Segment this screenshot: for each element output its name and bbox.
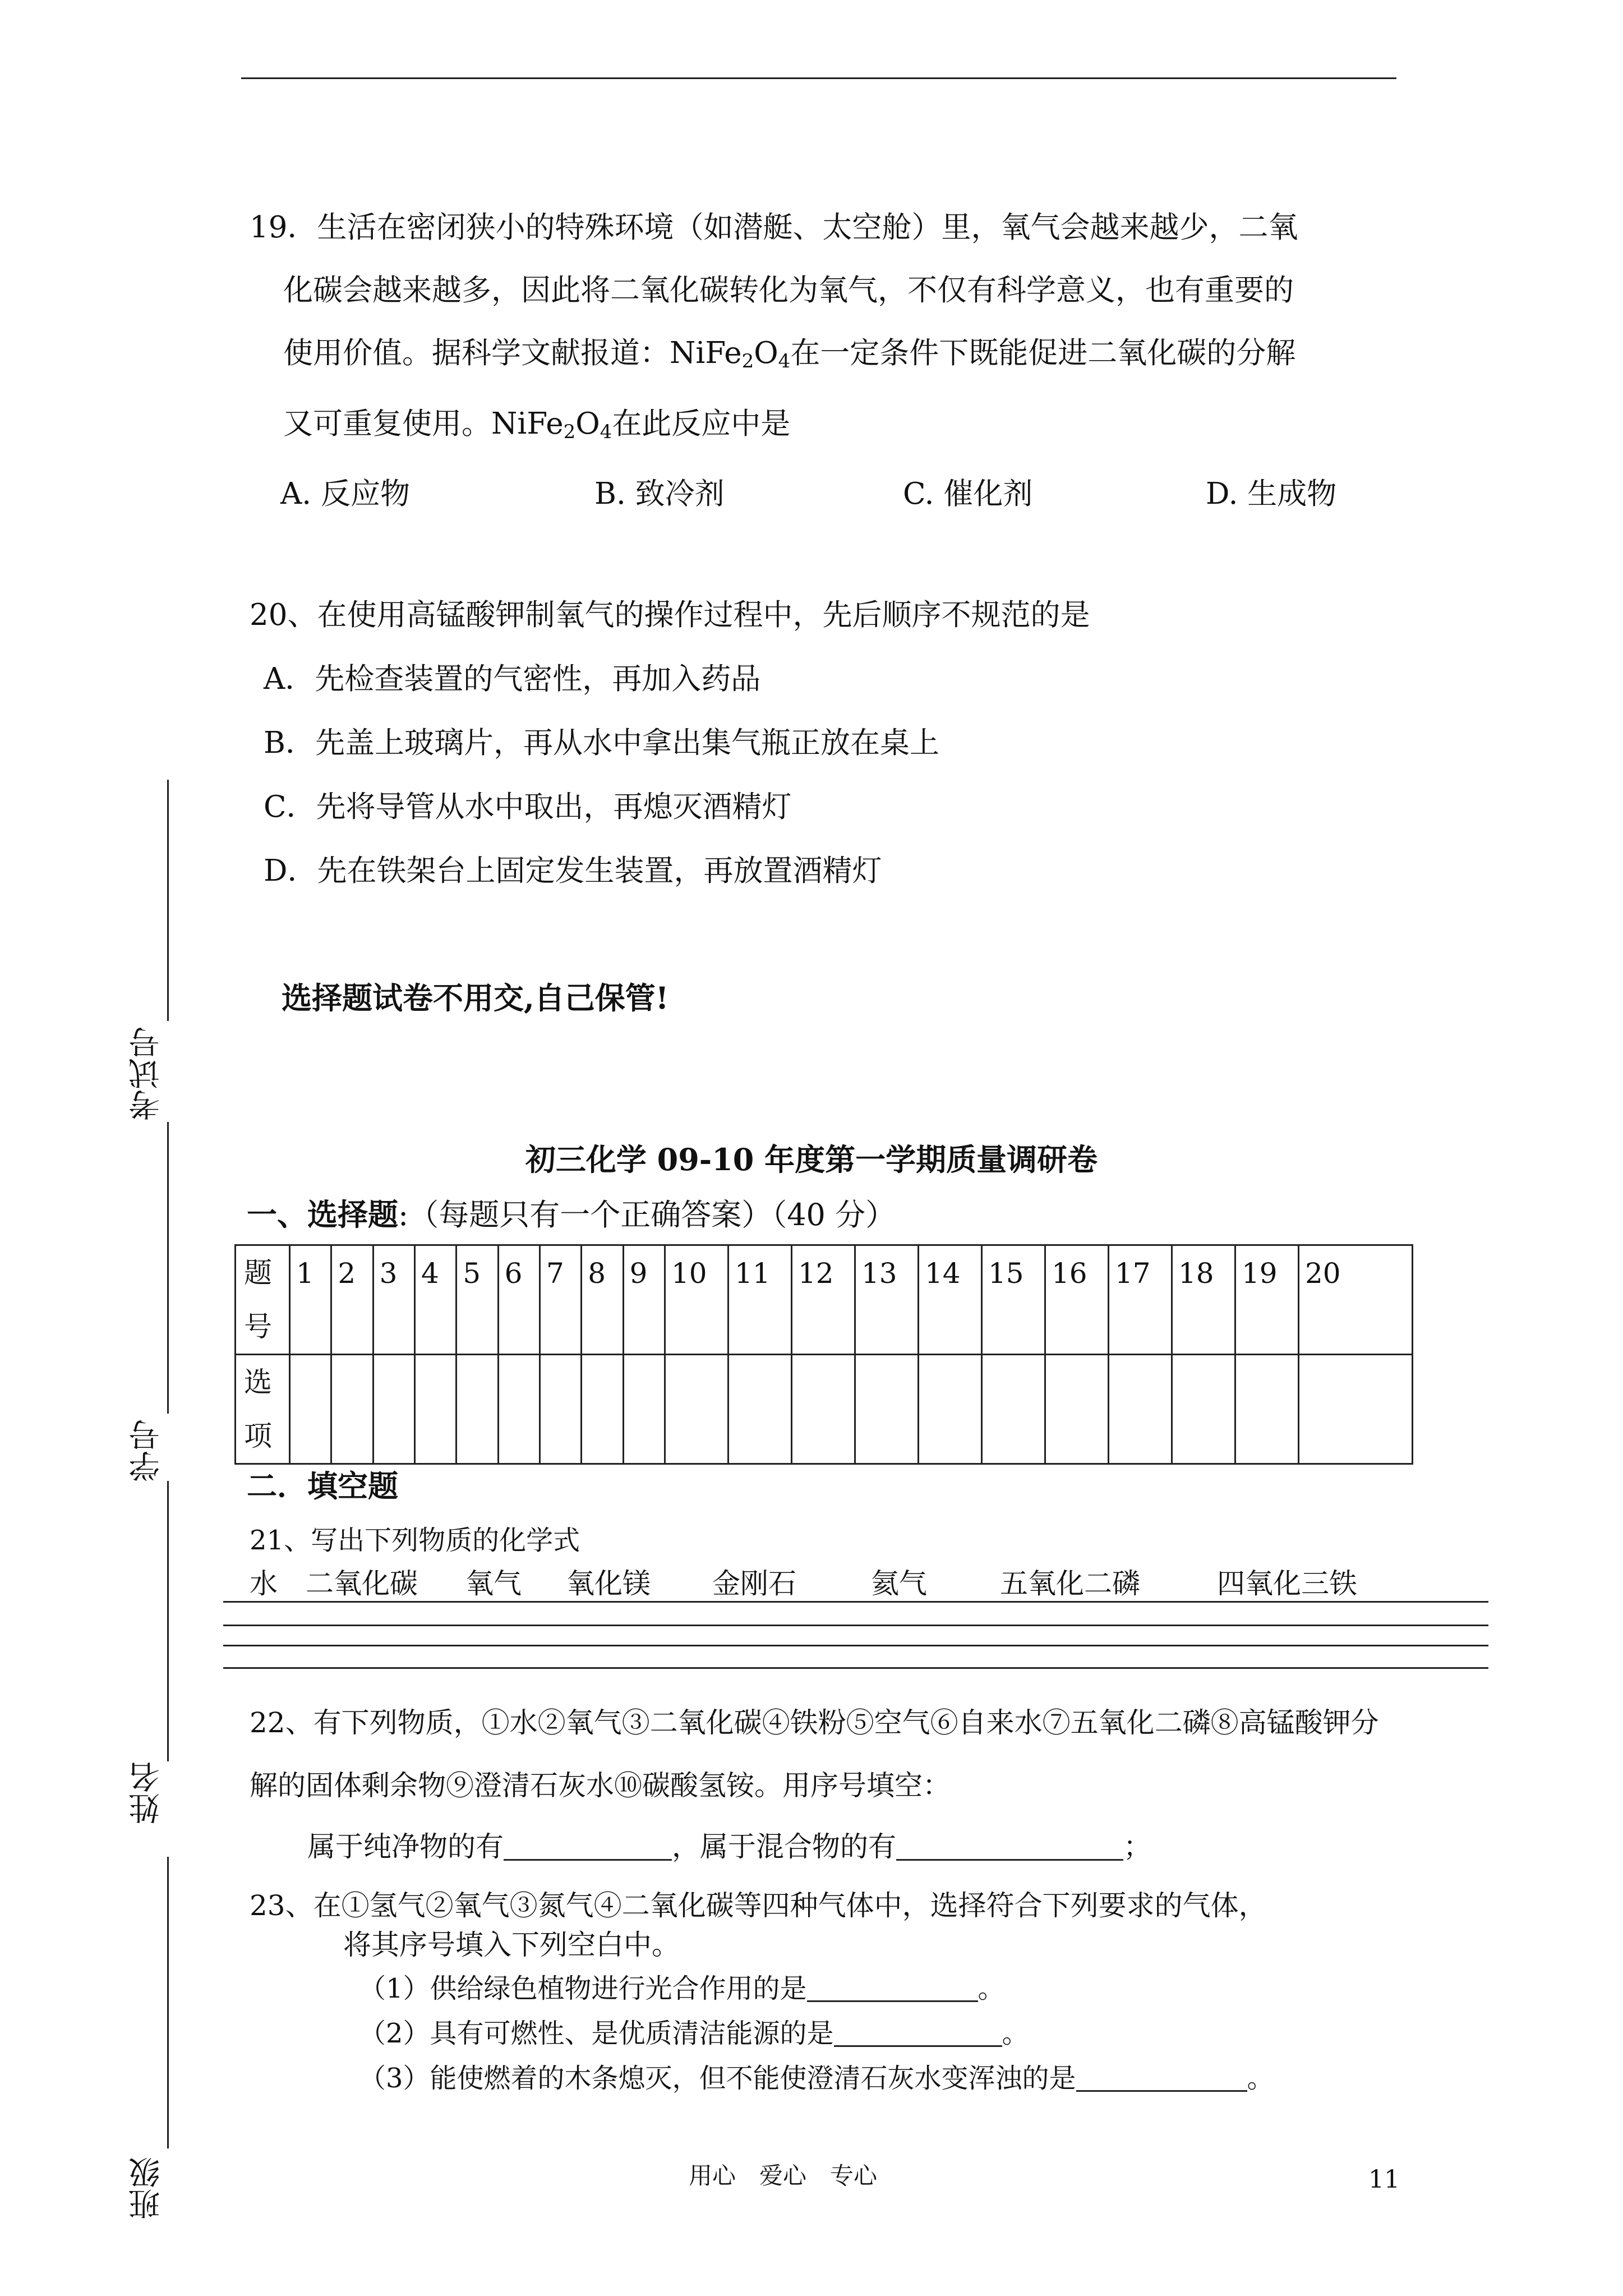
question-19 <box>250 196 1394 463</box>
q23-line-2: 将其序号填入下列空白中。 <box>343 1929 680 1961</box>
question-number-cell: 16 <box>1045 1245 1109 1355</box>
q19-line-4 <box>250 393 1394 463</box>
answer-cell[interactable] <box>582 1355 623 1464</box>
q23-item-end: 。 <box>978 1973 1005 2004</box>
q23-item-2-blank[interactable] <box>834 2018 1002 2047</box>
answer-cell[interactable] <box>331 1355 373 1464</box>
keep-paper-notice: 选择题试卷不用交,自己保管! <box>282 980 669 1016</box>
q21-substance: 氦气 <box>871 1567 927 1600</box>
q19-subscript: 4 <box>600 421 612 443</box>
question-20 <box>250 583 1394 903</box>
q19-subscript: 2 <box>563 421 576 443</box>
sidebar-exam-no: 考试号 <box>128 1027 165 1121</box>
answer-cell[interactable] <box>1172 1355 1235 1464</box>
question-number-cell: 7 <box>540 1245 581 1355</box>
question-number-cell: 20 <box>1299 1245 1413 1355</box>
answer-cell[interactable] <box>373 1355 414 1464</box>
question-number-cell: 5 <box>457 1245 498 1355</box>
answer-table-number-row <box>236 1245 1413 1355</box>
answer-table-answer-row <box>236 1355 1413 1464</box>
answer-cell[interactable] <box>623 1355 665 1464</box>
header-char: 选 <box>244 1366 272 1398</box>
q23-item-1-text: （1）供给绿色植物进行光合作用的是 <box>359 1973 807 2004</box>
answer-cell[interactable] <box>414 1355 456 1464</box>
header-rule <box>241 77 1396 79</box>
question-number-cell: 13 <box>855 1245 919 1355</box>
answer-cell[interactable] <box>1299 1355 1413 1464</box>
q21-answer-rule[interactable] <box>223 1667 1488 1669</box>
q19-option-a: A. 反应物 <box>280 477 410 511</box>
q19-line-3-post: 在一定条件下既能促进二氧化碳的分解 <box>790 336 1296 370</box>
q23-line-1: 23、在①氢气②氧气③氮气④二氧化碳等四种气体中，选择符合下列要求的气体， <box>250 1889 1267 1922</box>
question-number-cell: 9 <box>623 1245 665 1355</box>
q21-substance: 五氧化二磷 <box>1000 1567 1140 1600</box>
question-number-cell: 12 <box>792 1245 855 1355</box>
q23-item-1-blank[interactable] <box>807 1973 978 2002</box>
q19-line-2: 化碳会越来越多，因此将二氧化碳转化为氧气，不仅有科学意义，也有重要的 <box>283 273 1294 307</box>
q22-line-1: 22、有下列物质，①水②氧气③二氧化碳④铁粉⑤空气⑥自来水⑦五氧化二磷⑧高锰酸钾分 <box>250 1706 1379 1739</box>
q22-mixture-blank[interactable] <box>896 1832 1123 1861</box>
answer-cell[interactable] <box>855 1355 919 1464</box>
question-number-cell: 15 <box>982 1245 1045 1355</box>
section-1-heading <box>247 1199 896 1230</box>
question-number-cell: 6 <box>498 1245 540 1355</box>
q20-option-c: C．先将导管从水中取出，再熄灭酒精灯 <box>264 790 792 824</box>
sidebar-name: 姓名 <box>128 1761 165 1824</box>
answer-cell[interactable] <box>728 1355 792 1464</box>
q22-pure-label: 属于纯净物的有 <box>307 1830 504 1863</box>
q19-subscript: 2 <box>741 350 754 372</box>
q19-line-3 <box>250 322 1394 393</box>
q19-option-d: D. 生成物 <box>1206 477 1337 511</box>
question-number-cell: 8 <box>582 1245 623 1355</box>
q22-mixture-label: ，属于混合物的有 <box>672 1830 896 1863</box>
section-1-note: :（每题只有一个正确答案）（40 分） <box>398 1197 896 1232</box>
sidebar-name-line <box>167 1481 169 1761</box>
sidebar-class-line <box>167 1857 169 2148</box>
q21-substance: 金刚石 <box>712 1567 796 1600</box>
q21-answer-rule[interactable] <box>223 1601 1488 1603</box>
question-number-cell: 17 <box>1109 1245 1172 1355</box>
answer-header <box>236 1355 290 1464</box>
q20-option-a: A．先检查装置的气密性，再加入药品 <box>264 662 761 696</box>
answer-cell[interactable] <box>498 1355 540 1464</box>
question-number-cell: 4 <box>414 1245 456 1355</box>
answer-cell[interactable] <box>1045 1355 1109 1464</box>
q19-line-4-mid: O <box>575 407 600 441</box>
header-char: 项 <box>244 1420 272 1452</box>
answer-cell[interactable] <box>792 1355 855 1464</box>
q19-options <box>280 470 1336 513</box>
question-number-cell: 1 <box>290 1245 331 1355</box>
q20-option-b: B．先盖上玻璃片，再从水中拿出集气瓶正放在桌上 <box>264 726 939 760</box>
section-2-heading: 二．填空题 <box>247 1468 398 1504</box>
answer-cell[interactable] <box>1109 1355 1172 1464</box>
question-number-cell: 18 <box>1172 1245 1235 1355</box>
q22-pure-blank[interactable] <box>504 1832 672 1861</box>
section-1-label: 一、选择题 <box>247 1197 398 1232</box>
q19-line-4-pre: 又可重复使用。NiFe <box>283 407 564 441</box>
question-number-cell: 14 <box>919 1245 982 1355</box>
header-char: 题 <box>244 1257 272 1289</box>
q23-item-2 <box>359 2018 1029 2047</box>
q19-line-4-post: 在此反应中是 <box>612 407 791 441</box>
q19-line-3-mid: O <box>754 336 778 370</box>
q21-substance: 氧气 <box>465 1567 522 1600</box>
q21-substance: 二氧化碳 <box>306 1567 418 1600</box>
q19-option-b: B. 致冷剂 <box>594 477 725 511</box>
question-number-cell: 2 <box>331 1245 373 1355</box>
q23-item-3-text: （3）能使燃着的木条熄灭，但不能使澄清石灰水变浑浊的是 <box>359 2063 1076 2094</box>
q23-item-end: 。 <box>1247 2063 1274 2094</box>
q23-item-3 <box>359 2063 1274 2092</box>
q19-line-1: 19．生活在密闭狭小的特殊环境（如潜艇、太空舱）里，氧气会越来越少，二氧 <box>250 210 1298 245</box>
q21-substance: 氧化镁 <box>566 1567 651 1600</box>
q19-line-3-pre: 使用价值。据科学文献报道：NiFe <box>283 336 742 370</box>
question-number-cell: 19 <box>1235 1245 1299 1355</box>
footer-motto: 用心 爱心 专心 <box>689 2162 878 2189</box>
page-number: 11 <box>1368 2165 1400 2194</box>
answer-cell[interactable] <box>665 1355 728 1464</box>
q22-line-2: 解的固体剩余物⑨澄清石灰水⑩碳酸氢铵。用序号填空： <box>250 1769 951 1802</box>
question-number-cell: 10 <box>665 1245 728 1355</box>
answer-sheet-title: 初三化学 09-10 年度第一学期质量调研卷 <box>525 1142 1098 1177</box>
question-number-cell: 11 <box>728 1245 792 1355</box>
q21-substance: 四氧化三铁 <box>1217 1567 1357 1600</box>
sidebar-class: 班级 <box>128 2157 165 2220</box>
answer-cell[interactable] <box>919 1355 982 1464</box>
q21-answer-rule[interactable] <box>223 1625 1488 1626</box>
question-number-cell: 3 <box>373 1245 414 1355</box>
header-char: 号 <box>244 1310 272 1343</box>
sidebar-exam-no-line <box>167 780 169 1021</box>
q20-stem: 20、在使用高锰酸钾制氧气的操作过程中，先后顺序不规范的是 <box>250 598 1090 632</box>
q19-subscript: 4 <box>778 350 791 372</box>
q23-item-2-text: （2）具有可燃性、是优质清洁能源的是 <box>359 2018 834 2049</box>
q23-item-end: 。 <box>1002 2018 1029 2049</box>
q22-fill-line <box>307 1832 1151 1861</box>
q22-end: ； <box>1123 1830 1151 1863</box>
q19-option-c: C. 催化剂 <box>903 477 1033 511</box>
q21-substance: 水 <box>250 1567 278 1600</box>
answer-cell[interactable] <box>982 1355 1045 1464</box>
q21-stem: 21、写出下列物质的化学式 <box>250 1525 580 1556</box>
answer-cell[interactable] <box>457 1355 498 1464</box>
answer-cell[interactable] <box>540 1355 581 1464</box>
answer-cell[interactable] <box>1235 1355 1299 1464</box>
sidebar-student-no-line <box>167 1122 169 1414</box>
q20-option-d: D．先在铁架台上固定发生装置，再放置酒精灯 <box>264 854 882 888</box>
q23-item-1 <box>359 1973 1005 2002</box>
q21-answer-rule[interactable] <box>223 1645 1488 1646</box>
sidebar-student-no: 学号 <box>128 1419 165 1482</box>
question-number-header <box>236 1245 290 1355</box>
answer-cell[interactable] <box>290 1355 331 1464</box>
q23-item-3-blank[interactable] <box>1076 2063 1247 2092</box>
answer-table <box>234 1244 1413 1465</box>
